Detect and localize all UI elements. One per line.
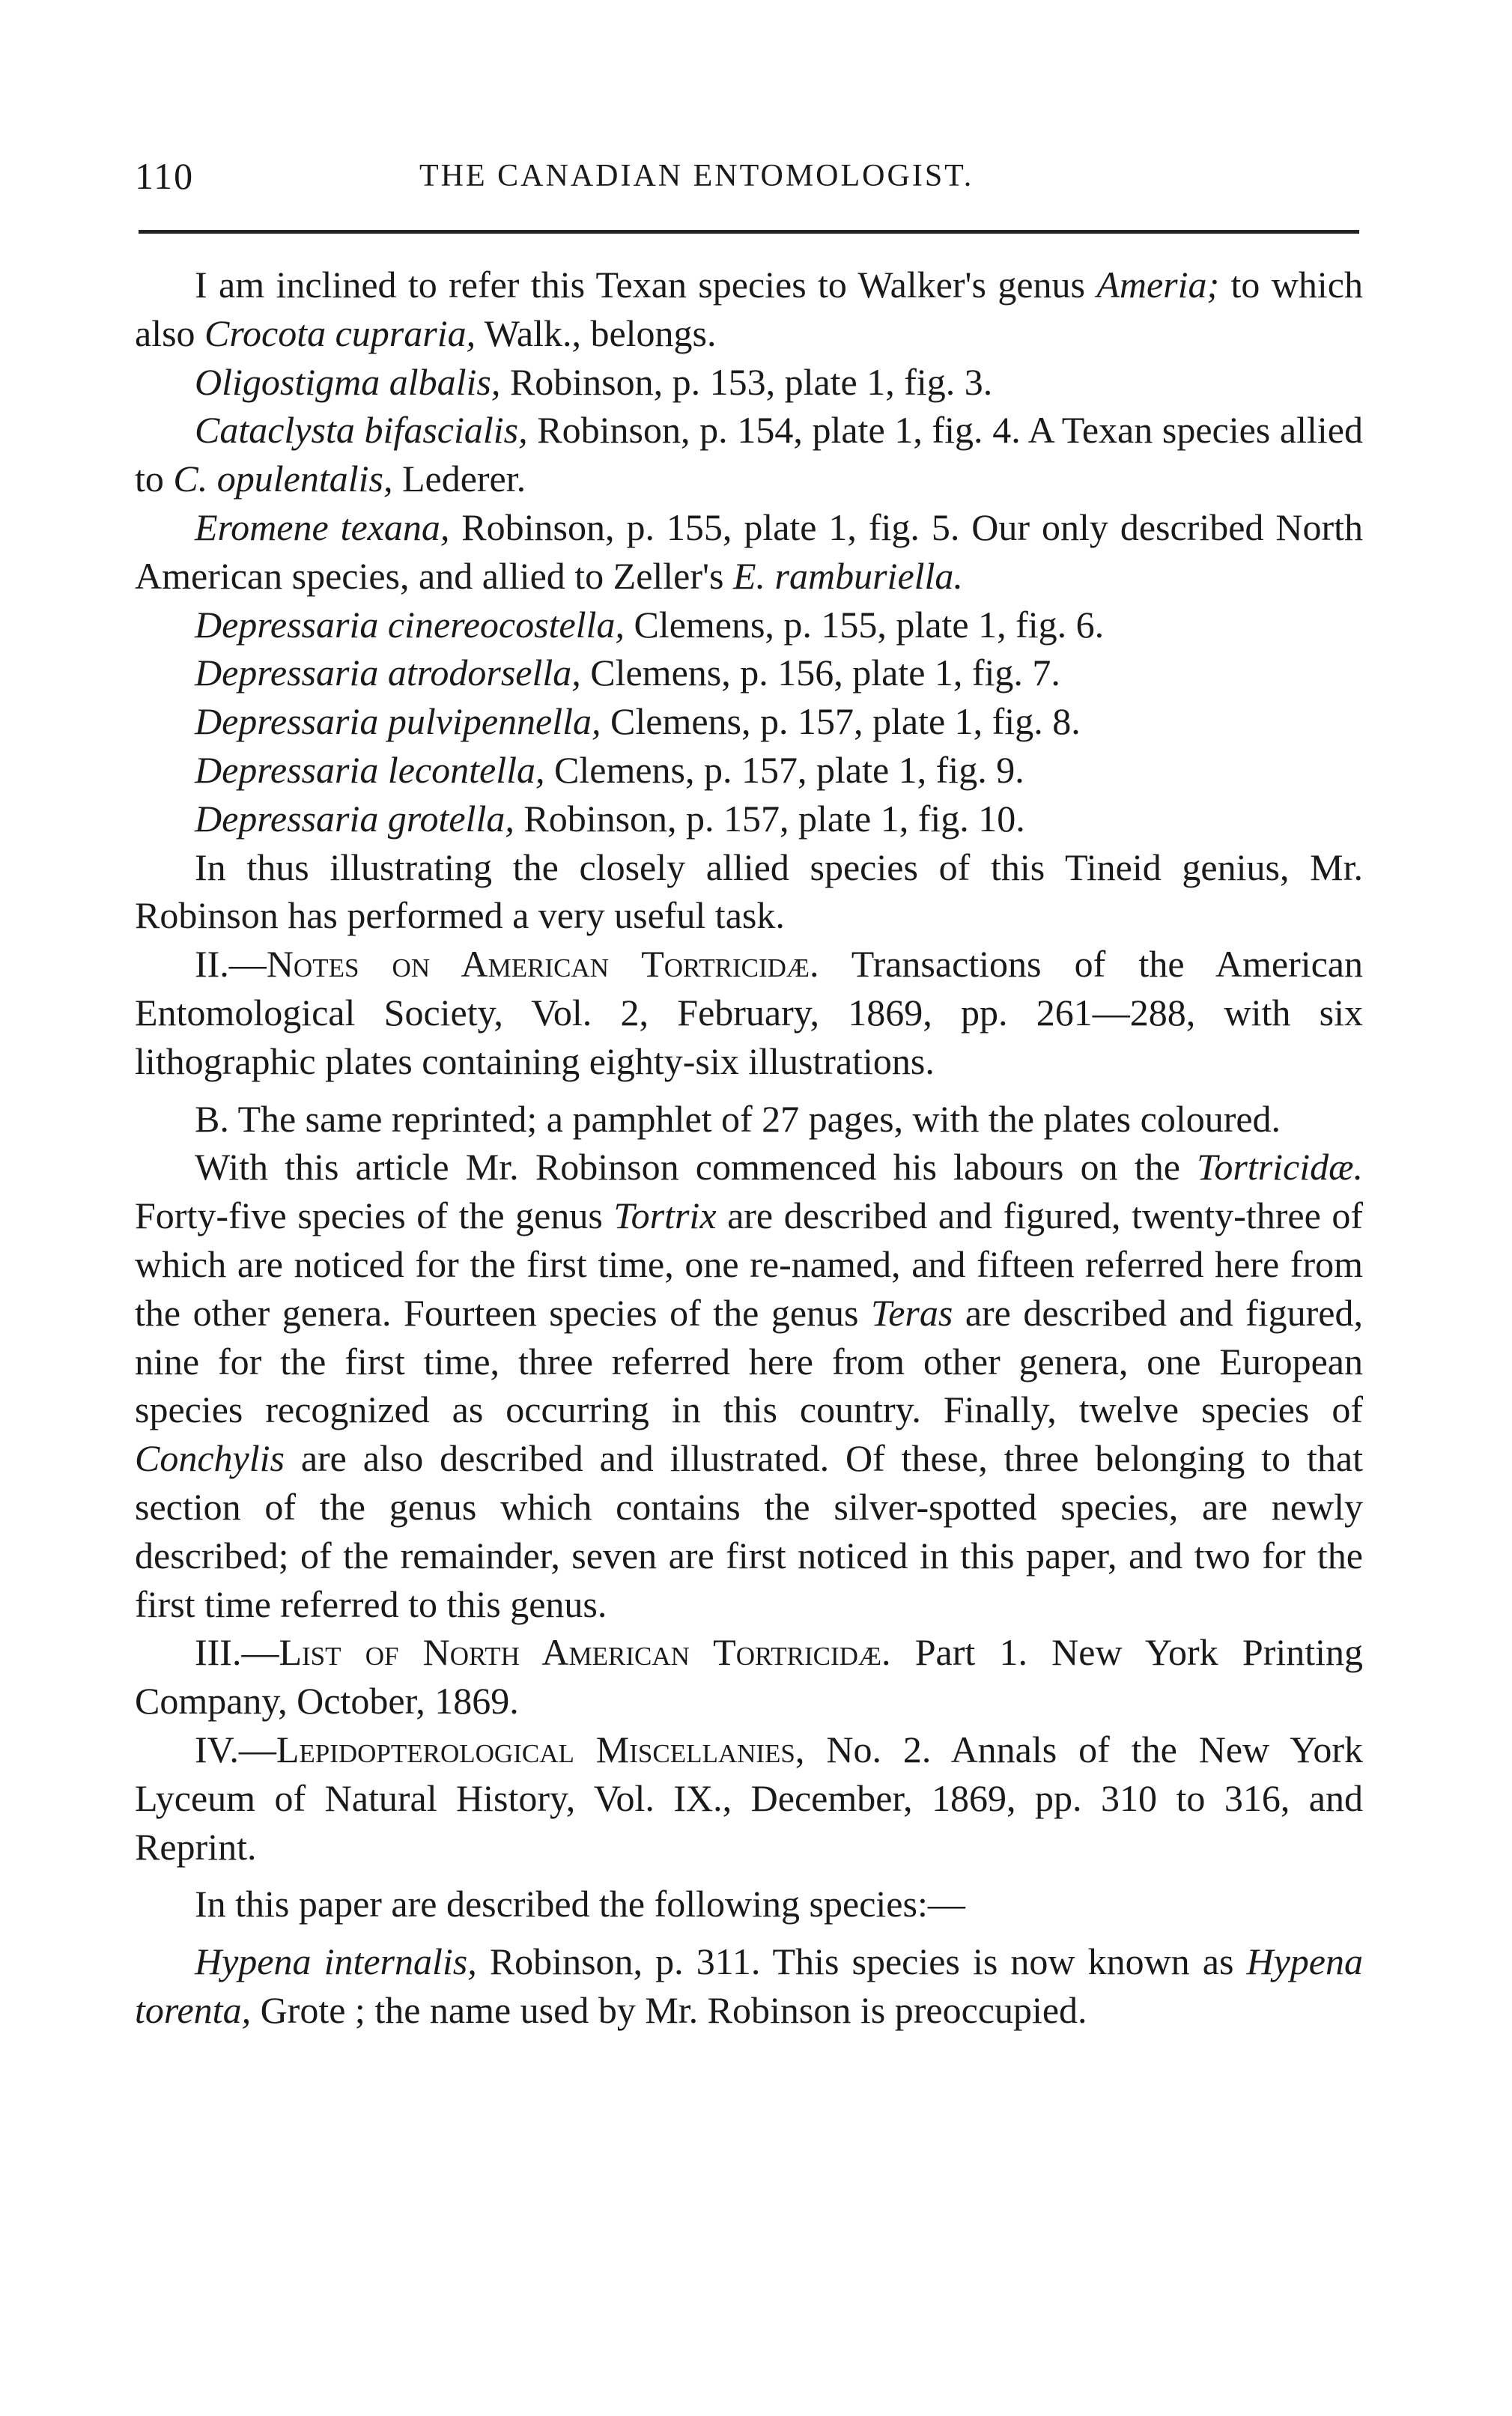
species-name: Depressaria pulvipennella, bbox=[195, 700, 601, 743]
species-entry: Depressaria pulvipennella, Clemens, p. 157, plate 1, fig. 8. bbox=[195, 700, 1081, 743]
species-entry: Hypena internalis, Robinson, p. 311. This species is now known as Hypena torenta, Grote ; the name used by Mr. Robinson is preoccupied. bbox=[135, 1940, 1363, 2031]
species-entry: Depressaria lecontella, Clemens, p. 157, plate 1, fig. 9. bbox=[195, 748, 1024, 791]
species-name: Hypena internalis, bbox=[195, 1940, 477, 1983]
species-name: Eromene texana, bbox=[195, 506, 450, 548]
genus-name: Ameria; bbox=[1096, 264, 1220, 306]
species-name: C. opulentalis, bbox=[173, 458, 393, 500]
species-entry: Oligostigma albalis, Robinson, p. 153, plate 1, fig. 3. bbox=[195, 360, 993, 403]
species-entry: Depressaria atrodorsella, Clemens, p. 156, plate 1, fig. 7. bbox=[195, 652, 1060, 694]
species-entry: Depressaria grotella, Robinson, p. 157, plate 1, fig. 10. bbox=[195, 797, 1025, 840]
species-entry: Depressaria cinereocostella, Clemens, p. 155, plate 1, fig. 6. bbox=[195, 603, 1105, 646]
species-name: Depressaria atrodorsella, bbox=[195, 652, 581, 694]
species-name: Cataclysta bifascialis, bbox=[195, 409, 528, 452]
paragraph: In this paper are described the following species:— bbox=[195, 1883, 965, 1925]
genus-name: Tortrix bbox=[613, 1195, 717, 1237]
page-number: 110 bbox=[135, 155, 195, 197]
running-title: THE CANADIAN ENTOMOLOGIST. bbox=[419, 159, 974, 193]
publication-title: List of North American Tortricidæ. bbox=[279, 1631, 891, 1674]
publication-entry: II.—Notes on American Tortricidæ. Transactions of the American Entomological Society, Vol. 2, February, 1869, pp. 261—288, with six lithographic plates containing eighty-six illustrations. bbox=[135, 943, 1364, 1082]
species-entry: Eromene texana, Robinson, p. 155, plate 1, fig. 5. Our only described North American species, and allied to Zeller's E. ramburiella. bbox=[135, 506, 1363, 597]
species-name: Depressaria grotella, bbox=[195, 797, 514, 840]
page-header bbox=[135, 150, 1363, 202]
paragraph: With this article Mr. Robinson commenced his labours on the Tortricidæ. Forty-five species of the genus Tortrix are described and figured, twenty-three of which are noticed for the first time, one re-named, and fifteen referred here from the other genera. Fourteen species of the genus Teras are described and figured, nine for the first time, three referred here from other genera, one European species recognized as occurring in this country. Finally, twelve species of Conchylis are also described and illustrated. Of these, three belonging to that section of the genus which contains the silver-spotted species, are newly described; of the remainder, seven are first noticed in this paper, and two for the first time referred to this genus. bbox=[135, 1146, 1363, 1625]
genus-name: Teras bbox=[871, 1291, 953, 1334]
species-name: E. ramburiella. bbox=[732, 554, 963, 597]
species-entry: Cataclysta bifascialis, Robinson, p. 154, plate 1, fig. 4. A Texan species allied to C. opulentalis, Lederer. bbox=[135, 409, 1363, 500]
species-name: Depressaria lecontella, bbox=[195, 748, 545, 791]
publication-entry: IV.—Lepidopterological Miscellanies, No. 2. Annals of the New York Lyceum of Natural History, Vol. IX., December, 1869, pp. 310 to 316, and Reprint. bbox=[135, 1728, 1363, 1868]
publication-title: Lepidopterological Miscellanies, bbox=[276, 1728, 805, 1770]
species-name: Hypena torenta, bbox=[135, 1940, 1363, 2031]
paragraph: I am inclined to refer this Texan species to Walker's genus Ameria; to which also Crocota cupraria, Walk., belongs. bbox=[135, 264, 1363, 354]
species-name: Depressaria cinereocostella, bbox=[195, 603, 625, 646]
paragraph: B. The same reprinted; a pamphlet of 27 pages, with the plates coloured. bbox=[195, 1097, 1281, 1140]
header-rule bbox=[139, 230, 1359, 234]
publication-entry: III.—List of North American Tortricidæ. Part 1. New York Printing Company, October, 1869. bbox=[135, 1631, 1364, 1723]
family-name: Tortricidæ. bbox=[1197, 1146, 1363, 1189]
publication-title: Notes on American Tortricidæ. bbox=[266, 943, 819, 986]
paragraph: In thus illustrating the closely allied species of this Tineid genius, Mr. Robinson has performed a very useful task. bbox=[135, 846, 1363, 937]
species-name: Oligostigma albalis, bbox=[195, 360, 501, 403]
genus-name: Conchylis bbox=[135, 1437, 285, 1480]
species-name: Crocota cupraria, bbox=[204, 312, 476, 354]
body-text bbox=[135, 261, 1363, 2035]
